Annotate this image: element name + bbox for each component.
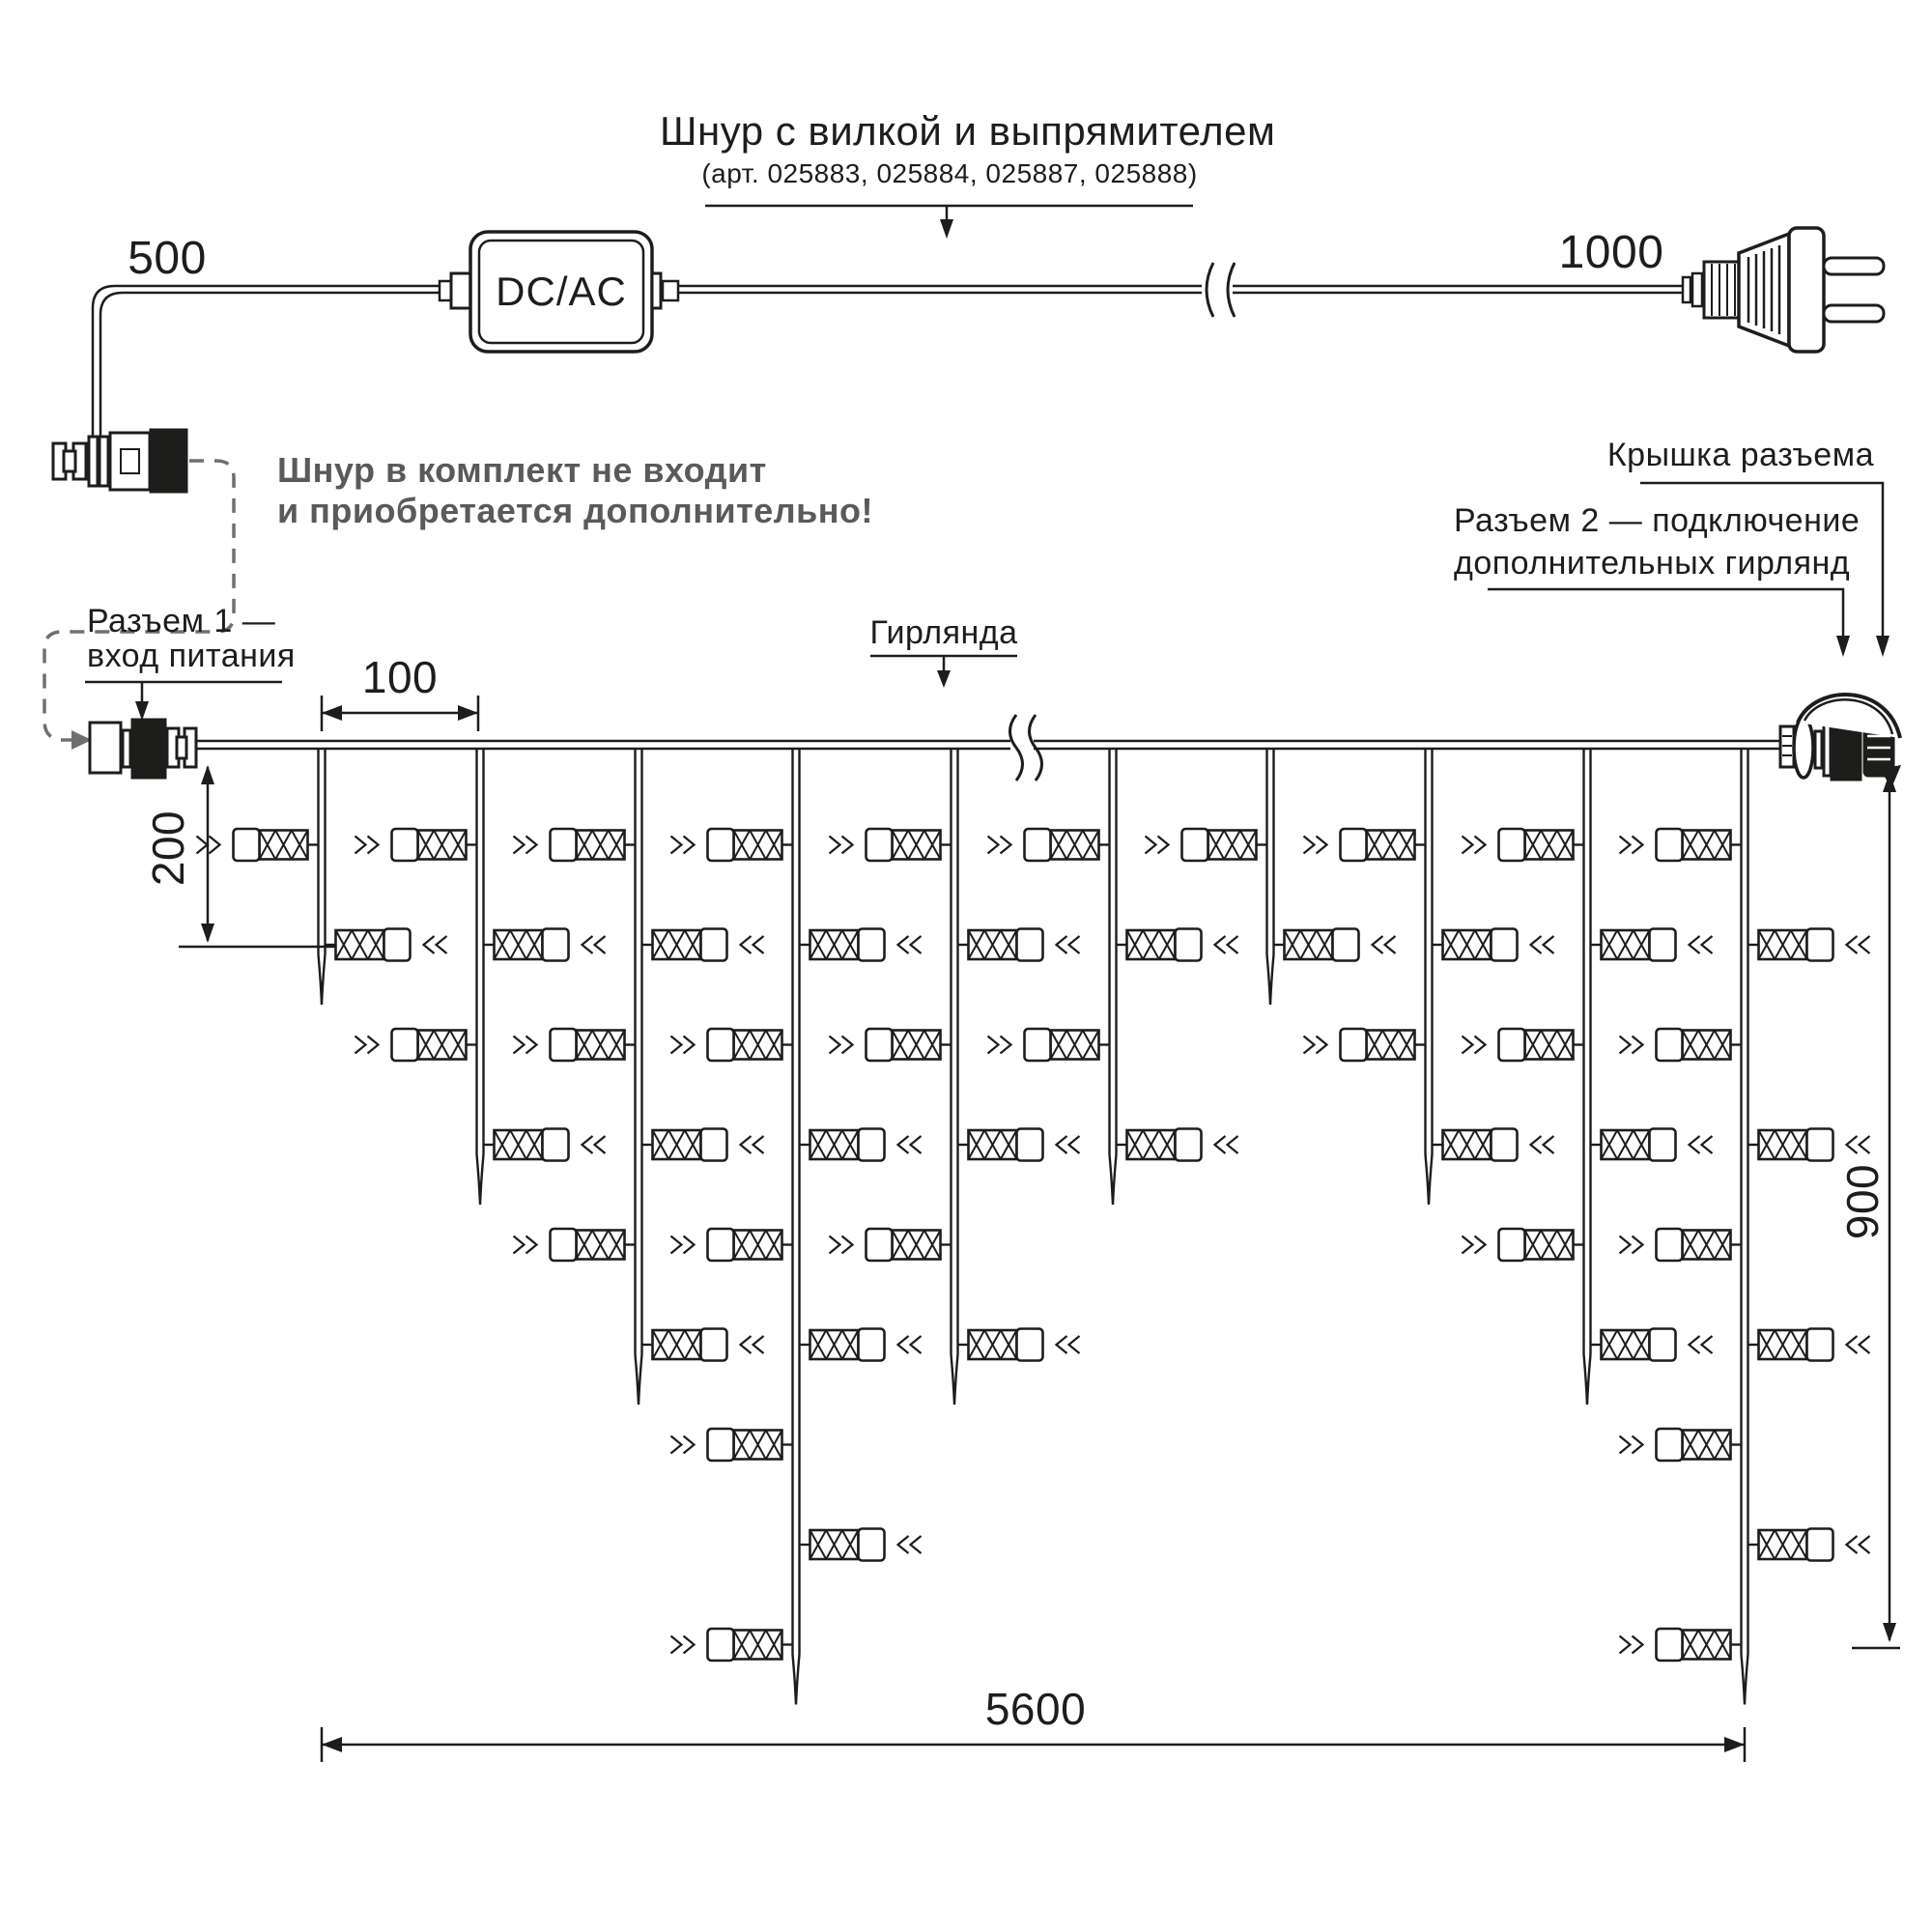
bulb-left-icon bbox=[197, 829, 319, 861]
bulb-cap bbox=[1182, 829, 1208, 861]
bulb-rays-icon bbox=[898, 1136, 922, 1153]
bulb-rays-icon bbox=[741, 936, 764, 953]
bulb-left-icon bbox=[355, 829, 477, 861]
bulb-right-icon bbox=[1748, 1529, 1870, 1561]
drops-group bbox=[197, 749, 1870, 1705]
connector2-label-line2: дополнительных гирлянд bbox=[1454, 545, 1851, 582]
bulb-cap bbox=[1499, 1229, 1525, 1261]
bulb-rays-icon bbox=[741, 1136, 764, 1153]
connector1-label-line1: Разъем 1 — bbox=[87, 603, 276, 639]
bulb-right-icon bbox=[1591, 1329, 1713, 1361]
drop-line bbox=[319, 749, 326, 954]
bulb-cap bbox=[859, 1529, 885, 1561]
bulb-cap bbox=[392, 1029, 418, 1061]
bulb-left-icon bbox=[355, 1029, 477, 1061]
dashed-optional-cord-path bbox=[44, 461, 234, 740]
dim-200-label: 200 bbox=[143, 810, 193, 887]
cord-label-arrowhead bbox=[940, 219, 953, 239]
bulb-right-icon bbox=[800, 929, 922, 961]
bulb-cap bbox=[1807, 1129, 1833, 1161]
wire-break-squiggle1 bbox=[1010, 715, 1023, 781]
cord-left-line2 bbox=[100, 293, 470, 442]
bulb-rays-icon bbox=[1847, 1336, 1870, 1353]
bulb-cap bbox=[708, 1229, 734, 1261]
bulb-left-icon bbox=[671, 1229, 793, 1261]
drop-tip bbox=[1584, 1354, 1591, 1405]
bulb-left-icon bbox=[1463, 1029, 1584, 1061]
garland-end-connector bbox=[1780, 695, 1901, 788]
bulb-cap bbox=[1341, 1029, 1367, 1061]
bulb-right-icon bbox=[1274, 929, 1396, 961]
cord-break-arc2 bbox=[1228, 263, 1235, 317]
garland-main-wire bbox=[196, 741, 1780, 749]
bulb-cap bbox=[1657, 1029, 1683, 1061]
bulb-rays-icon bbox=[1304, 837, 1327, 854]
drop bbox=[1146, 749, 1396, 1005]
drop-tip bbox=[1110, 1154, 1117, 1205]
drop bbox=[1620, 749, 1870, 1705]
bulb-rays-icon bbox=[1463, 837, 1486, 854]
bulb-left-icon bbox=[671, 829, 793, 861]
cord-end-connector bbox=[53, 430, 186, 492]
bulb-cap bbox=[1017, 1129, 1043, 1161]
bulb-cap bbox=[234, 829, 260, 861]
bulb-cap bbox=[708, 1029, 734, 1061]
dim-900-label: 900 bbox=[1837, 1163, 1888, 1240]
drop bbox=[355, 749, 606, 1205]
drop bbox=[197, 749, 447, 1005]
bulb-rays-icon bbox=[1057, 1336, 1080, 1353]
bulb-rays-icon bbox=[671, 1037, 695, 1054]
bulb-rays-icon bbox=[1373, 936, 1396, 953]
bulb-cap bbox=[1650, 929, 1676, 961]
bulb-left-icon bbox=[1620, 1629, 1742, 1661]
cord-title: Шнур с вилкой и выпрямителем bbox=[660, 108, 1276, 154]
bulb-rays-icon bbox=[514, 1037, 537, 1054]
garland-label-arrowhead bbox=[937, 670, 951, 688]
bulb-rays-icon bbox=[582, 1136, 606, 1153]
cap-label: Крышка разъема bbox=[1606, 437, 1874, 473]
bulb-left-icon bbox=[514, 829, 636, 861]
drop-tip bbox=[636, 1354, 642, 1405]
bulb-rays-icon bbox=[1690, 936, 1713, 953]
bulb-left-icon bbox=[988, 829, 1110, 861]
bulb-cap bbox=[392, 829, 418, 861]
bulb-left-icon bbox=[514, 1029, 636, 1061]
bulb-rays-icon bbox=[1304, 1037, 1327, 1054]
bulb-rays-icon bbox=[1847, 936, 1870, 953]
bulb-right-icon bbox=[642, 1329, 764, 1361]
bulb-rays-icon bbox=[1146, 837, 1169, 854]
bulb-right-icon bbox=[800, 1529, 922, 1561]
bulb-rays-icon bbox=[830, 1037, 853, 1054]
dim-5600-label: 5600 bbox=[984, 1684, 1087, 1734]
drop-line bbox=[477, 749, 484, 1154]
bulb-right-icon bbox=[326, 929, 447, 961]
bulb-cap bbox=[859, 1129, 885, 1161]
drop-tip bbox=[1267, 954, 1274, 1005]
bulb-right-icon bbox=[484, 1129, 606, 1161]
power-plug-icon bbox=[1683, 228, 1884, 352]
garland-label: Гирлянда bbox=[869, 614, 1018, 651]
bulb-cap bbox=[708, 829, 734, 861]
bulb-rays-icon bbox=[988, 837, 1011, 854]
bulb-rays-icon bbox=[1463, 1236, 1486, 1254]
bulb-rays-icon bbox=[355, 1037, 379, 1054]
bulb-rays-icon bbox=[671, 1636, 695, 1654]
bulb-left-icon bbox=[1620, 1429, 1742, 1461]
bulb-left-icon bbox=[1463, 1229, 1584, 1261]
drop-tip bbox=[952, 1354, 958, 1405]
connector2-leader-arrowhead bbox=[1836, 636, 1850, 657]
bulb-rays-icon bbox=[1620, 1236, 1643, 1254]
bulb-left-icon bbox=[1620, 829, 1742, 861]
bulb-rays-icon bbox=[514, 837, 537, 854]
bulb-cap bbox=[859, 929, 885, 961]
bulb-left-icon bbox=[830, 829, 952, 861]
bulb-rays-icon bbox=[1620, 837, 1643, 854]
dim-1000-label: 1000 bbox=[1558, 227, 1664, 278]
drop-tip bbox=[793, 1655, 800, 1705]
bulb-rays-icon bbox=[988, 1037, 1011, 1054]
connector2-label-line1: Разъем 2 — подключение bbox=[1454, 502, 1861, 539]
bulb-cap bbox=[1017, 929, 1043, 961]
bulb-rays-icon bbox=[671, 1236, 695, 1254]
bulb-right-icon bbox=[958, 1129, 1080, 1161]
bulb-left-icon bbox=[1304, 829, 1426, 861]
drop-line bbox=[1584, 749, 1591, 1354]
bulb-cap bbox=[867, 1029, 893, 1061]
cord-left-line1 bbox=[93, 286, 470, 442]
bulb-cap bbox=[867, 829, 893, 861]
bulb-cap bbox=[1025, 829, 1051, 861]
bulb-cap bbox=[1657, 1229, 1683, 1261]
bulb-rays-icon bbox=[671, 837, 695, 854]
bulb-right-icon bbox=[1591, 929, 1713, 961]
bulb-left-icon bbox=[1620, 1029, 1742, 1061]
note-line1: Шнур в комплект не входит bbox=[277, 450, 767, 490]
bulb-left-icon bbox=[830, 1229, 952, 1261]
drop-tip bbox=[477, 1154, 484, 1205]
bulb-rays-icon bbox=[355, 837, 379, 854]
drop-line bbox=[793, 749, 800, 1655]
bulb-cap bbox=[1499, 829, 1525, 861]
bulb-cap bbox=[1499, 1029, 1525, 1061]
connector2-leader-line bbox=[1488, 589, 1843, 638]
bulb-left-icon bbox=[830, 1029, 952, 1061]
bulb-cap bbox=[708, 1429, 734, 1461]
bulb-cap bbox=[701, 929, 727, 961]
bulb-left-icon bbox=[1146, 829, 1267, 861]
connector1-label-line2: вход питания bbox=[87, 638, 296, 674]
bulb-rays-icon bbox=[582, 936, 606, 953]
bulb-rays-icon bbox=[898, 936, 922, 953]
bulb-rays-icon bbox=[424, 936, 447, 953]
drop-line bbox=[1267, 749, 1274, 954]
bulb-rays-icon bbox=[1057, 936, 1080, 953]
bulb-cap bbox=[1176, 929, 1202, 961]
cord-break-arc1 bbox=[1207, 263, 1213, 317]
bulb-right-icon bbox=[800, 1129, 922, 1161]
bulb-rays-icon bbox=[1057, 1136, 1080, 1153]
bulb-left-icon bbox=[671, 1629, 793, 1661]
bulb-cap bbox=[1807, 929, 1833, 961]
bulb-cap bbox=[1650, 1129, 1676, 1161]
note-line2: и приобретается дополнительно! bbox=[277, 491, 873, 530]
bulb-cap bbox=[384, 929, 411, 961]
drop-tip bbox=[1742, 1655, 1748, 1705]
bulb-cap bbox=[1657, 1629, 1683, 1661]
bulb-rays-icon bbox=[1690, 1136, 1713, 1153]
bulb-cap bbox=[1807, 1529, 1833, 1561]
bulb-left-icon bbox=[1620, 1229, 1742, 1261]
bulb-cap bbox=[551, 1029, 577, 1061]
bulb-left-icon bbox=[671, 1029, 793, 1061]
bulb-cap bbox=[1650, 1329, 1676, 1361]
bulb-left-icon bbox=[514, 1229, 636, 1261]
drop-line bbox=[1426, 749, 1433, 1154]
bulb-cap bbox=[551, 1229, 577, 1261]
bulb-rays-icon bbox=[830, 1236, 853, 1254]
bulb-rays-icon bbox=[1620, 1436, 1643, 1454]
dim-500-label: 500 bbox=[128, 233, 207, 284]
bulb-rays-icon bbox=[671, 1436, 695, 1454]
bulb-cap bbox=[701, 1329, 727, 1361]
bulb-right-icon bbox=[1591, 1129, 1713, 1161]
bulb-rays-icon bbox=[514, 1236, 537, 1254]
bulb-right-icon bbox=[1117, 929, 1238, 961]
bulb-cap bbox=[1341, 829, 1367, 861]
bulb-right-icon bbox=[958, 1329, 1080, 1361]
bulb-right-icon bbox=[642, 929, 764, 961]
cord-subtitle: (арт. 025883, 025884, 025887, 025888) bbox=[701, 158, 1198, 188]
bulb-cap bbox=[1492, 929, 1518, 961]
bulb-left-icon bbox=[671, 1429, 793, 1461]
cap-leader-arrowhead bbox=[1876, 636, 1889, 657]
bulb-rays-icon bbox=[741, 1336, 764, 1353]
bulb-right-icon bbox=[800, 1329, 922, 1361]
bulb-cap bbox=[551, 829, 577, 861]
bulb-cap bbox=[1333, 929, 1359, 961]
bulb-cap bbox=[1657, 829, 1683, 861]
dim-100-label: 100 bbox=[361, 652, 439, 702]
bulb-rays-icon bbox=[1847, 1536, 1870, 1553]
bulb-left-icon bbox=[988, 1029, 1110, 1061]
bulb-cap bbox=[859, 1329, 885, 1361]
bulb-rays-icon bbox=[898, 1336, 922, 1353]
bulb-rays-icon bbox=[898, 1536, 922, 1553]
bulb-rays-icon bbox=[1620, 1037, 1643, 1054]
bulb-rays-icon bbox=[830, 837, 853, 854]
bulb-left-icon bbox=[1304, 1029, 1426, 1061]
bulb-cap bbox=[1025, 1029, 1051, 1061]
bulb-rays-icon bbox=[1531, 936, 1554, 953]
bulb-right-icon bbox=[642, 1129, 764, 1161]
bulb-cap bbox=[1176, 1129, 1202, 1161]
drop-line bbox=[1742, 749, 1748, 1655]
dcac-adapter-label: DC/AC bbox=[496, 269, 627, 314]
drop-tip bbox=[1426, 1154, 1433, 1205]
bulb-cap bbox=[1492, 1129, 1518, 1161]
bulb-cap bbox=[1807, 1329, 1833, 1361]
bulb-rays-icon bbox=[1690, 1336, 1713, 1353]
drop bbox=[671, 749, 922, 1705]
garland-input-connector bbox=[90, 720, 196, 778]
bulb-left-icon bbox=[1463, 829, 1584, 861]
bulb-rays-icon bbox=[1215, 936, 1238, 953]
bulb-right-icon bbox=[958, 929, 1080, 961]
bulb-rays-icon bbox=[1531, 1136, 1554, 1153]
bulb-right-icon bbox=[1117, 1129, 1238, 1161]
bulb-right-icon bbox=[1748, 929, 1870, 961]
drop bbox=[1304, 749, 1554, 1205]
bulb-right-icon bbox=[1748, 1329, 1870, 1361]
bulb-cap bbox=[1017, 1329, 1043, 1361]
drop-line bbox=[1110, 749, 1117, 1154]
drop-tip bbox=[319, 954, 326, 1005]
bulb-cap bbox=[1657, 1429, 1683, 1461]
bulb-cap bbox=[701, 1129, 727, 1161]
bulb-cap bbox=[708, 1629, 734, 1661]
bulb-rays-icon bbox=[1463, 1037, 1486, 1054]
drop-line bbox=[952, 749, 958, 1354]
bulb-right-icon bbox=[1433, 929, 1554, 961]
connector1-arrowhead bbox=[135, 701, 149, 721]
bulb-rays-icon bbox=[1215, 1136, 1238, 1153]
bulb-cap bbox=[543, 1129, 569, 1161]
bulb-cap bbox=[543, 929, 569, 961]
bulb-cap bbox=[867, 1229, 893, 1261]
bulb-right-icon bbox=[484, 929, 606, 961]
bulb-rays-icon bbox=[1620, 1636, 1643, 1654]
bulb-right-icon bbox=[1433, 1129, 1554, 1161]
drop-line bbox=[636, 749, 642, 1354]
